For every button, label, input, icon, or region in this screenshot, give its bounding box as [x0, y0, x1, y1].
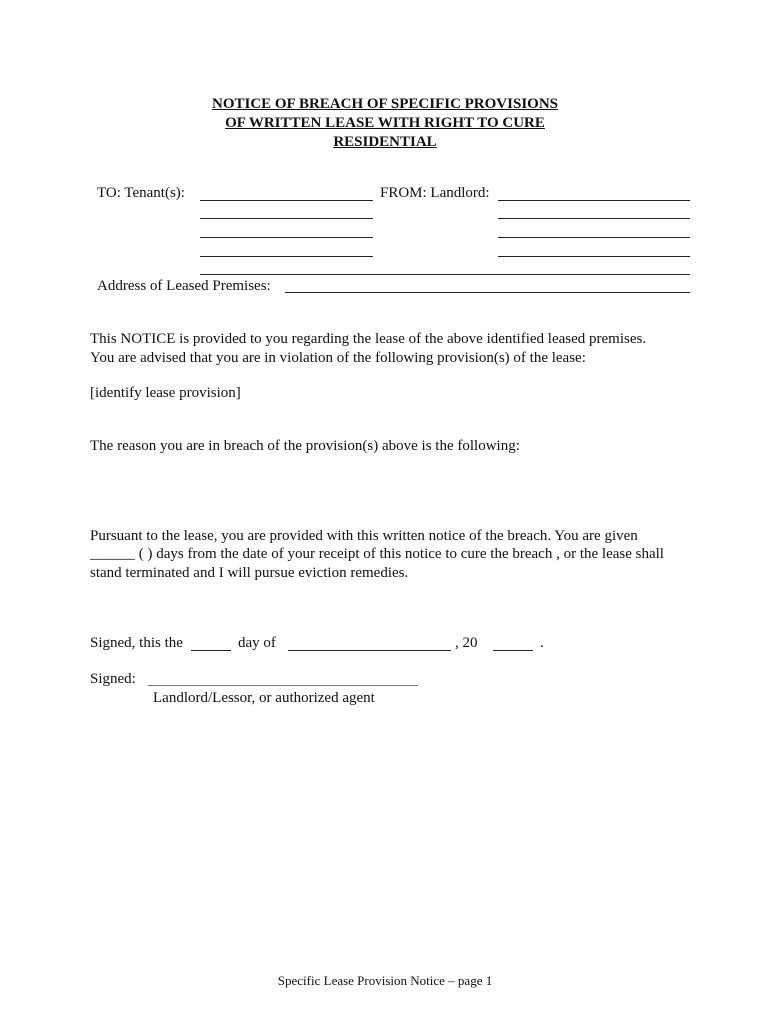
to-tenant-label: TO: Tenant(s):	[97, 185, 185, 201]
pursuant-line-3: stand terminated and I will pursue eviction remedies.	[90, 565, 409, 581]
reason-text: The reason you are in breach of the provision(s) above is the following:	[90, 438, 520, 454]
pursuant-line-2: ______ ( ) days from the date of your receipt of this notice to cure the breach , or the lease shall	[90, 546, 664, 562]
tenant-line-1[interactable]	[200, 200, 373, 201]
provision-placeholder: [identify lease provision]	[90, 385, 241, 401]
day-blank-line[interactable]	[191, 650, 231, 651]
address-line-1[interactable]	[200, 274, 690, 275]
signed-label: Signed:	[90, 671, 136, 687]
year-blank-line[interactable]	[493, 650, 533, 651]
tenant-line-4[interactable]	[200, 256, 373, 257]
signer-caption: Landlord/Lessor, or authorized agent	[153, 690, 375, 706]
intro-line-1: This NOTICE is provided to you regarding the lease of the above identified leased premises.	[90, 331, 647, 347]
day-of-label: day of	[238, 635, 276, 651]
landlord-line-3[interactable]	[498, 237, 690, 238]
landlord-line-1[interactable]	[498, 200, 690, 201]
tenant-line-3[interactable]	[200, 237, 373, 238]
landlord-line-2[interactable]	[498, 218, 690, 219]
intro-line-2: You are advised that you are in violation of the following provision(s) of the lease:	[90, 350, 586, 366]
address-label: Address of Leased Premises:	[97, 278, 271, 294]
signed-this-label: Signed, this the	[90, 635, 183, 651]
month-blank-line[interactable]	[288, 650, 451, 651]
signature-line[interactable]	[148, 685, 418, 686]
tenant-line-2[interactable]	[200, 218, 373, 219]
page-footer: Specific Lease Provision Notice – page 1	[277, 973, 493, 988]
address-line-2[interactable]	[285, 292, 690, 293]
document-title-line-3: RESIDENTIAL	[333, 134, 437, 150]
landlord-line-4[interactable]	[498, 256, 690, 257]
pursuant-line-1: Pursuant to the lease, you are provided with this written notice of the breach. You are given	[90, 528, 638, 544]
document-title-line-2: OF WRITTEN LEASE WITH RIGHT TO CURE	[225, 115, 545, 131]
date-period: .	[540, 635, 544, 651]
year-prefix-label: , 20	[455, 635, 478, 651]
document-title-line-1: NOTICE OF BREACH OF SPECIFIC PROVISIONS	[211, 96, 559, 112]
from-landlord-label: FROM: Landlord:	[380, 185, 490, 201]
